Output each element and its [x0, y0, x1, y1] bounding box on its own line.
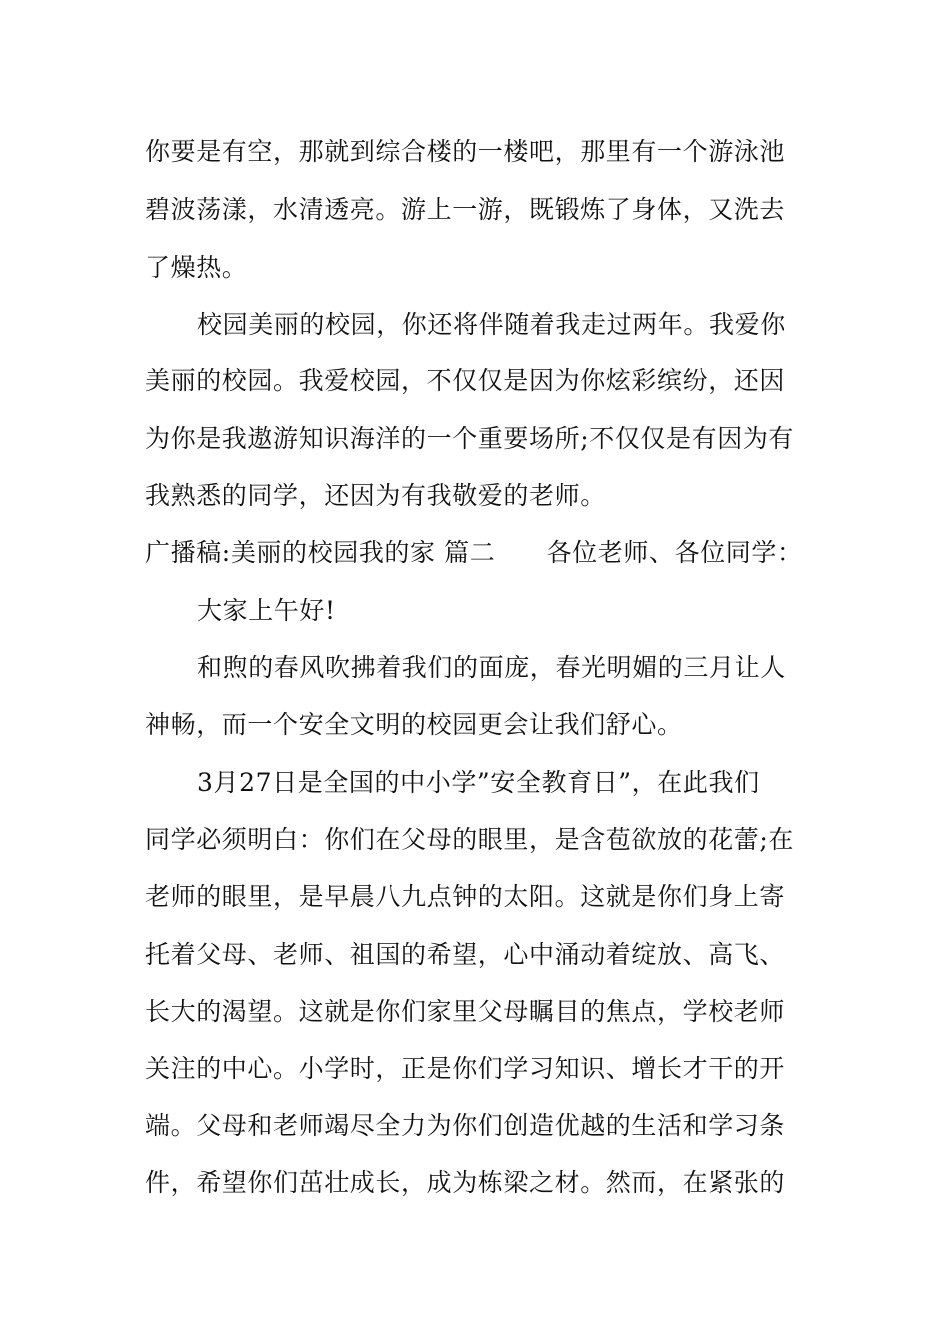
text-line: 端。父母和老师竭尽全力为你们创造优越的生活和学习条	[145, 1111, 786, 1140]
text-line: 关注的中心。小学时，正是你们学习知识、增长才干的开	[145, 1054, 786, 1083]
text-line: 3月27日是全国的中小学”安全教育日”，在此我们	[197, 768, 760, 797]
text-line: 校园美丽的校园，你还将伴随着我走过两年。我爱你	[197, 310, 786, 339]
text-line: 了燥热。	[145, 253, 248, 282]
text-line: 美丽的校园。我爱校园，不仅仅是因为你炫彩缤纷，还因	[145, 366, 786, 395]
text-line: 和煦的春风吹拂着我们的面庞，春光明媚的三月让人	[197, 653, 786, 682]
text-line: 老师的眼里，是早晨八九点钟的太阳。这就是你们身上寄	[145, 882, 786, 911]
text-line: 托着父母、老师、祖国的希望，心中涌动着绽放、高飞、	[145, 940, 786, 969]
text-line: 我熟悉的同学，还因为有我敬爱的老师。	[145, 481, 606, 510]
text-line: 你要是有空，那就到综合楼的一楼吧，那里有一个游泳池	[145, 137, 786, 166]
text-line: 长大的渴望。这就是你们家里父母瞩目的焦点，学校老师	[145, 997, 786, 1026]
text-line: 为你是我遨游知识海洋的一个重要场所;不仅仅是有因为有	[145, 424, 795, 453]
text-line: 碧波荡漾，水清透亮。游上一游，既锻炼了身体，又洗去	[145, 195, 786, 224]
section-heading: 广播稿:美丽的校园我的家 篇二 各位老师、各位同学：	[145, 538, 803, 567]
text-line: 神畅，而一个安全文明的校园更会让我们舒心。	[145, 710, 683, 739]
text-line: 同学必须明白：你们在父母的眼里，是含苞欲放的花蕾;在	[145, 825, 795, 854]
text-line: 大家上午好!	[197, 596, 336, 625]
text-line: 件，希望你们茁壮成长，成为栋梁之材。然而，在紧张的	[145, 1168, 786, 1197]
